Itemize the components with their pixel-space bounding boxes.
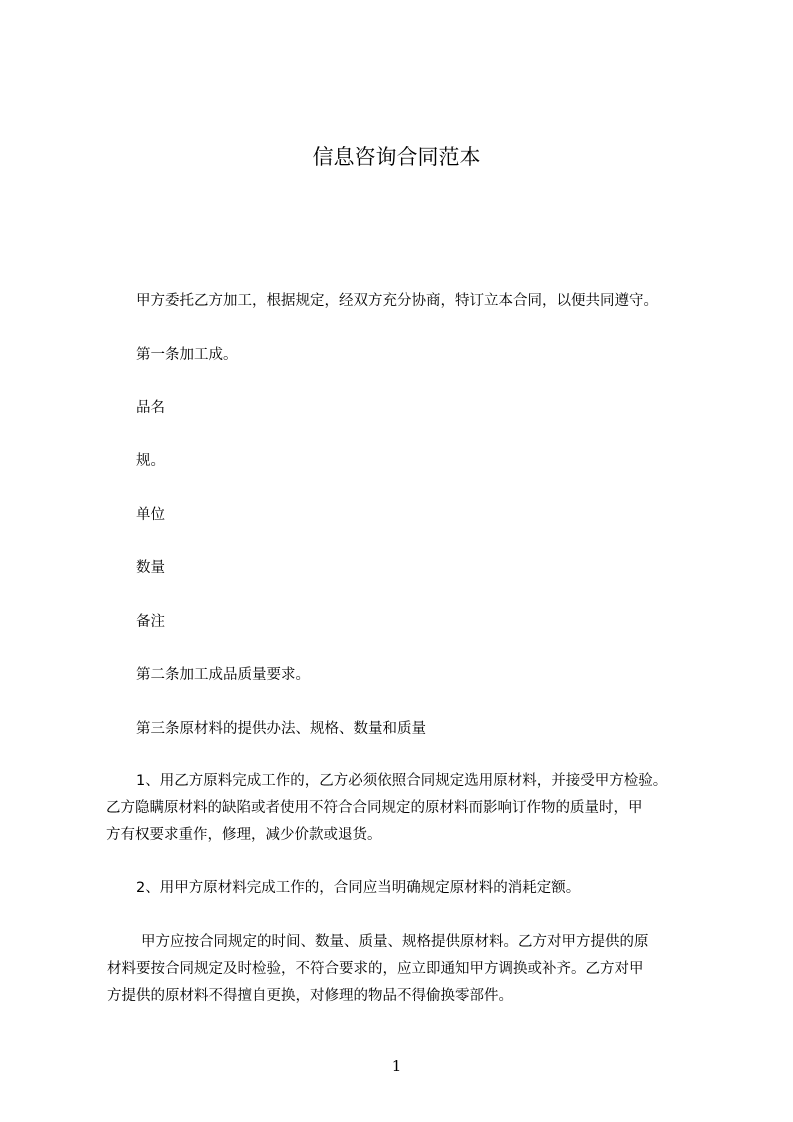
item-unit-label: 单位 [136,507,165,523]
item-note-label: 备注 [136,614,165,630]
clause-1-line-2: 乙方隐瞒原材料的缺陷或者使用不符合合同规定的原材料而影响订作物的质量时，甲 [106,800,643,816]
item-spec-label: 规。 [136,453,165,469]
document-title: 信息咨询合同范本 [312,145,481,169]
article-1-heading: 第一条加工成。 [136,347,238,363]
article-2-heading: 第二条加工成品质量要求。 [136,667,310,683]
item-name-label: 品名 [136,400,165,416]
clause-1-line-1: 1、用乙方原料完成工作的，乙方必须依照合同规定选用原材料，并接受甲方检验。 [136,773,668,789]
clause-3-line-1: 甲方应按合同规定的时间、数量、质量、规格提供原材料。乙方对甲方提供的原 [141,934,649,950]
intro-paragraph: 甲方委托乙方加工，根据规定，经双方充分协商，特订立本合同，以便共同遵守。 [136,293,658,309]
clause-1-line-3: 方有权要求重作，修理，减少价款或退货。 [106,827,382,843]
clause-2-paragraph: 2、用甲方原材料完成工作的，合同应当明确规定原材料的消耗定额。 [136,880,581,896]
clause-3-line-2: 材料要按合同规定及时检验，不符合要求的，应立即通知甲方调换或补齐。乙方对甲 [107,961,644,977]
page-number: 1 [391,1057,402,1075]
item-quantity-label: 数量 [136,560,165,576]
article-3-heading: 第三条原材料的提供办法、规格、数量和质量 [136,721,426,737]
clause-3-line-3: 方提供的原材料不得擅自更换，对修理的物品不得偷换零部件。 [107,988,513,1004]
